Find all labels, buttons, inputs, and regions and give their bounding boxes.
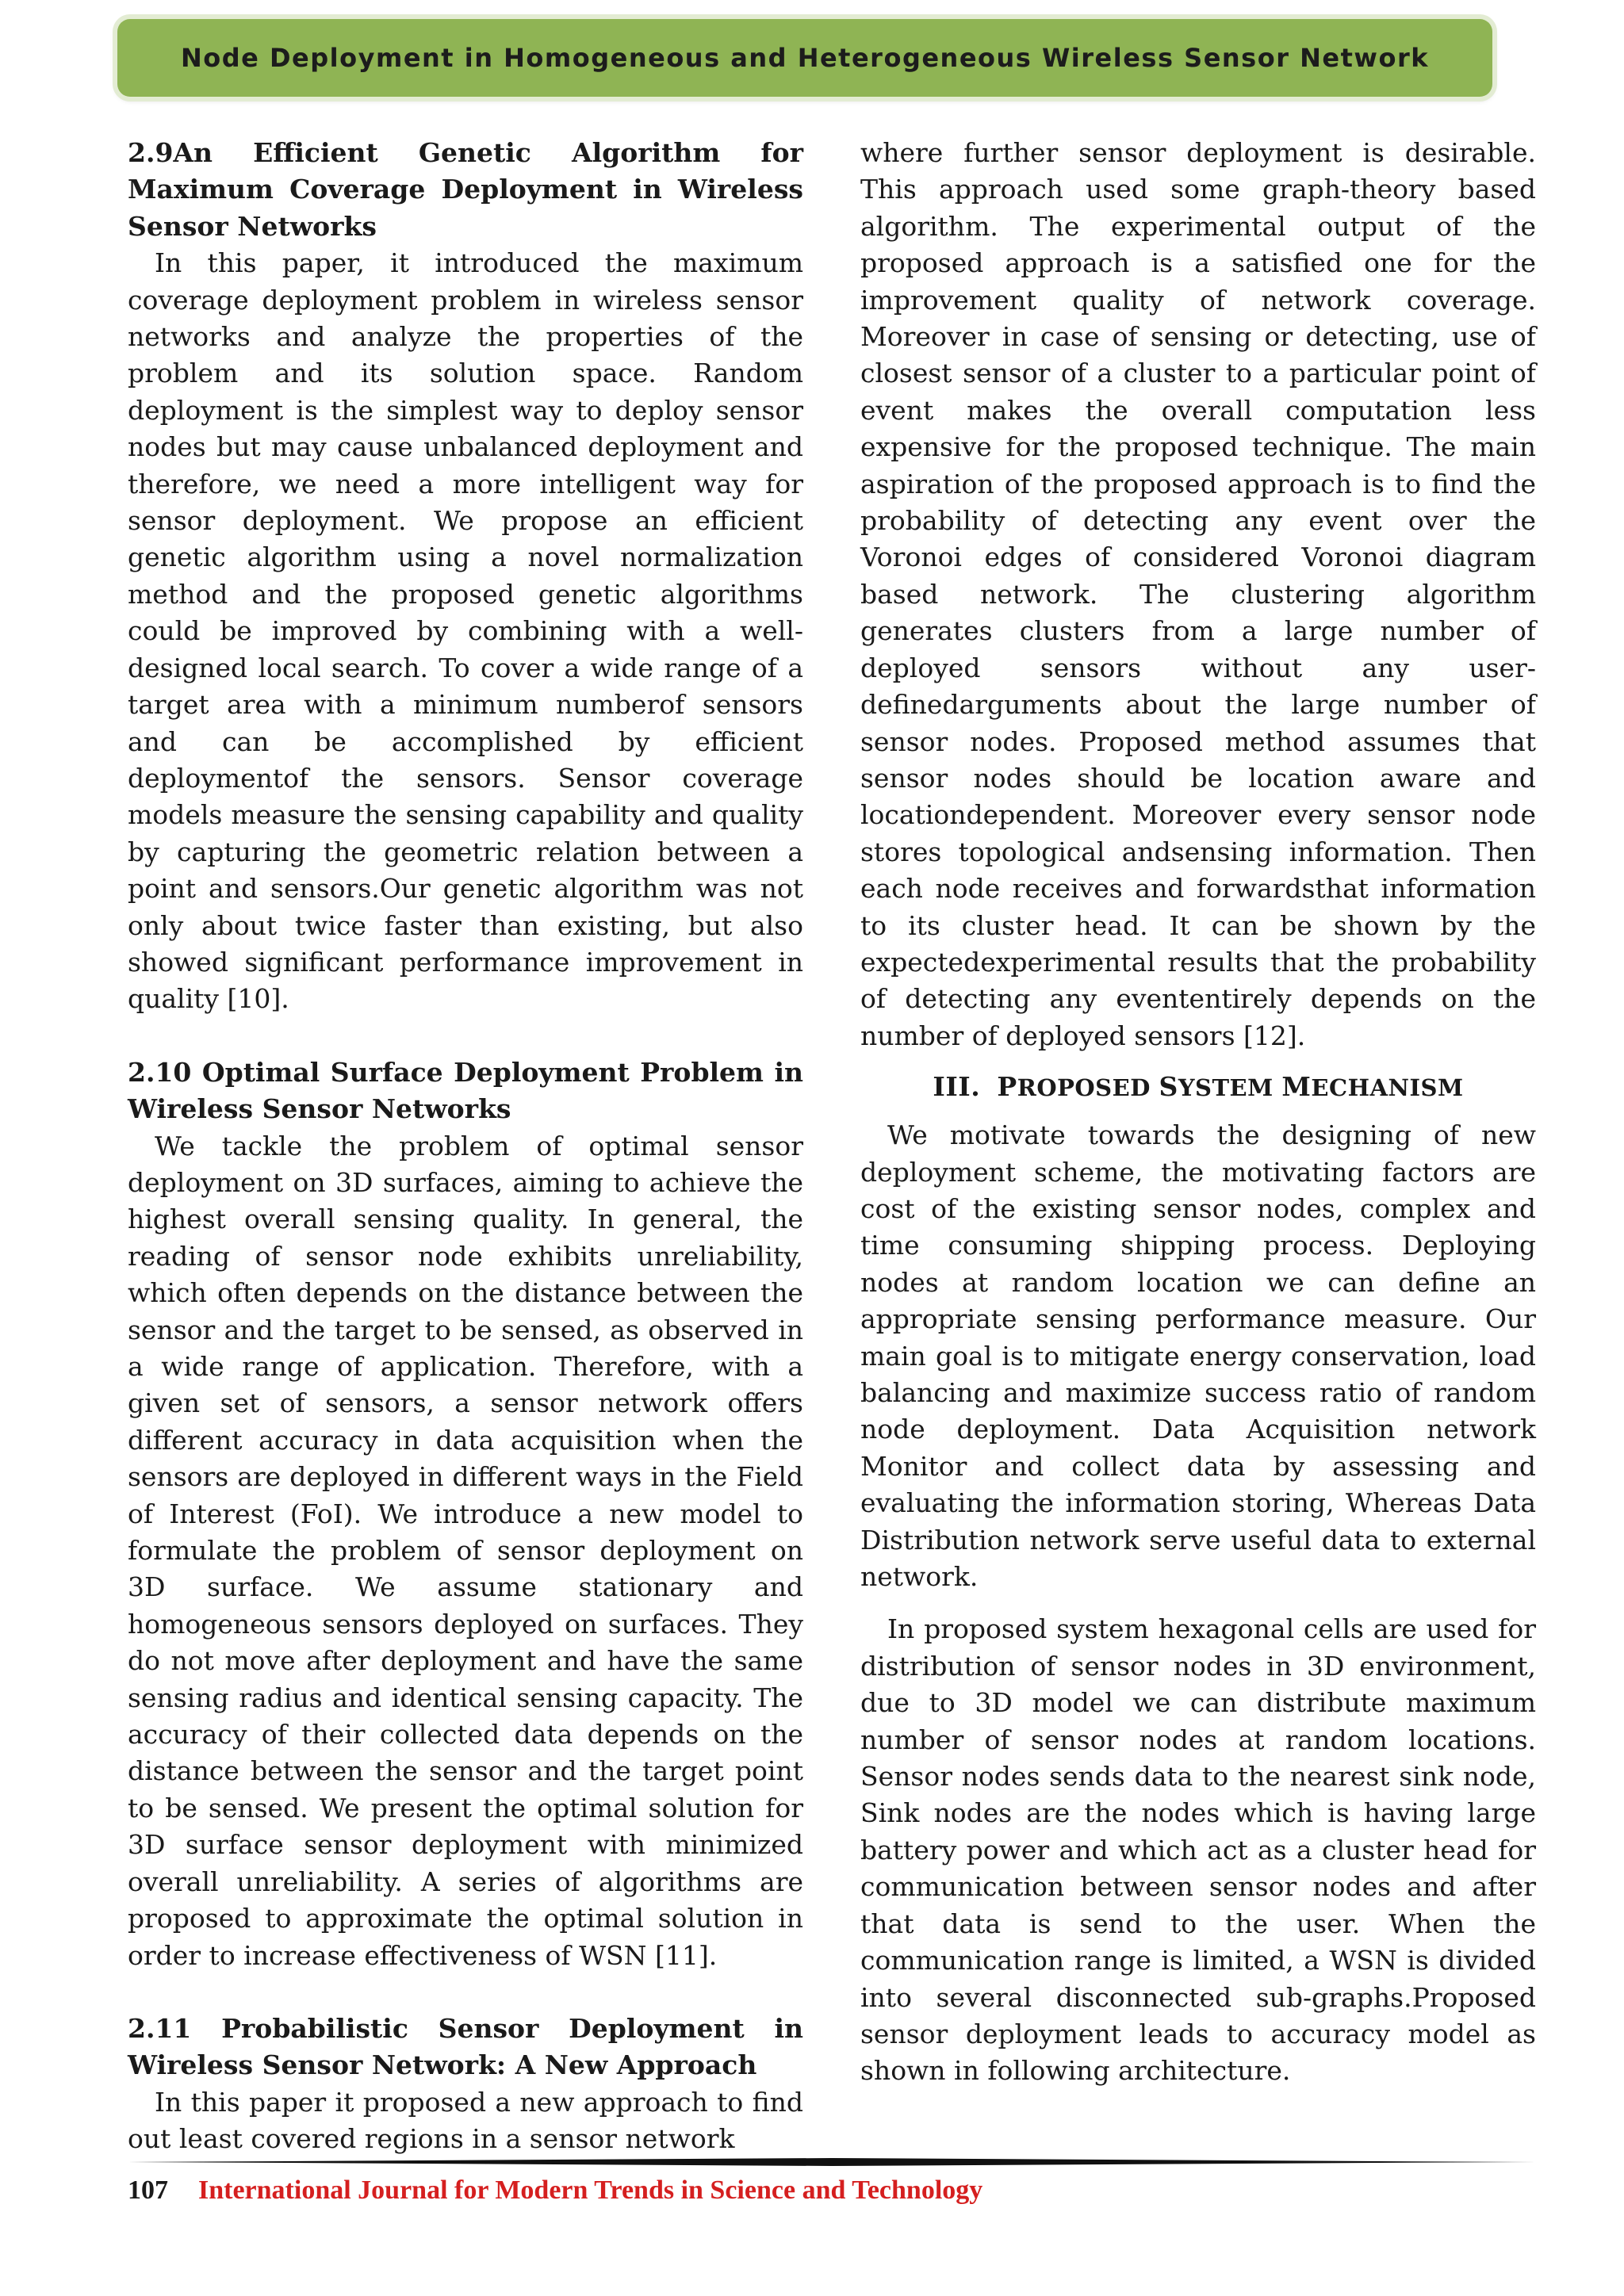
section-2-10-body: We tackle the problem of optimal sensor deployment on 3D surfaces, aiming to achieve the highest overall sensing quality. In general, the reading of sensor node exhibits unreliability, which often depends on the distance between the sensor and the target to be sensed, as observed in a wide range of application. Therefore, with a given set of sensors, a sensor network offers different accuracy in data acquisition when the sensors are deployed in different ways in the Field of Interest (FoI). We introduce a new model to formulate the problem of sensor deployment on 3D surface. We assume stationary and homogeneous sensors deployed on surfaces. They do not move after deployment and have the same sensing radius and identical sensing capacity. The accuracy of their collected data depends on the distance between the sensor and the target point to be sensed. We present the optimal solution for 3D surface sensor deployment with minimized overall unreliability. A series of algorithms are proposed to approximate the optimal solution in order to increase effectiveness of WSN [11]. xyxy=(128,1130,803,1971)
page-number: 107 xyxy=(128,2175,168,2205)
journal-name: International Journal for Modern Trends in Science and Technology xyxy=(198,2175,983,2205)
section-2-11-body: In this paper it proposed a new approach to find out least covered regions in a sensor network xyxy=(128,2086,803,2155)
footer-rule xyxy=(128,2156,1536,2168)
section-2-10-heading: 2.10 Optimal Surface Deployment Problem in Wireless Sensor Networks xyxy=(128,1056,803,1125)
left-column xyxy=(128,135,803,2158)
right-column xyxy=(860,135,1536,2090)
section-3-paragraph-1: We motivate towards the designing of new deployment scheme, the motivating factors are cost of the existing sensor nodes, complex and time consuming shipping process. Deploying nodes at random location we can define an appropriate sensing performance measure. Our main goal is to mitigate energy conservation, load balancing and maximize success ratio of random node deployment. Data Acquisition network Monitor and collect data by assessing and evaluating the information storing, Whereas Data Distribution network serve useful data to external network. xyxy=(860,1119,1536,1593)
page-footer xyxy=(128,2172,982,2209)
running-header-title: Node Deployment in Homogeneous and Heterogeneous Wireless Sensor Network xyxy=(180,43,1430,73)
section-2-9-heading: 2.9An Efficient Genetic Algorithm for Maximum Coverage Deployment in Wireless Sensor Networks xyxy=(128,137,803,242)
running-header xyxy=(117,19,1492,97)
section-2-11-continued: where further sensor deployment is desirable. This approach used some graph-theory based algorithm. The experimental output of the proposed approach is a satisfied one for the improvement quality of network coverage. Moreover in case of sensing or detecting, use of closest sensor of a cluster to a particular point of event makes the overall computation less expensive for the proposed technique. The main aspiration of the proposed approach is to find the probability of detecting any event over the Voronoi edges of considered Voronoi diagram based network. The clustering algorithm generates clusters from a large number of deployed sensors without any user-definedarguments about the large number of sensor nodes. Proposed method assumes that sensor nodes should be location aware and locationdependent. Moreover every sensor node stores topological andsensing information. Then each node receives and forwardsthat information to its cluster head. It can be shown by the expectedexperimental results that the probability of detecting any evententirely depends on the number of deployed sensors [12]. xyxy=(860,137,1536,1051)
section-2-11-heading: 2.11 Probabilistic Sensor Deployment in Wireless Sensor Network: A New Approach xyxy=(128,2012,803,2081)
section-3-heading: III. PROPOSED SYSTEM MECHANISM xyxy=(933,1071,1464,1103)
section-3-paragraph-2: In proposed system hexagonal cells are used for distribution of sensor nodes in 3D environment, due to 3D model we can distribute maximum number of sensor nodes at random locations. Sensor nodes sends data to the nearest sink node, Sink nodes are the nodes which is having large battery power and which act as a cluster head for communication between sensor nodes and after that data is send to the user. When the communication range is limited, a WSN is divided into several disconnected sub-graphs.Proposed sensor deployment leads to accuracy model as shown in following architecture. xyxy=(860,1613,1536,2087)
section-2-9-body: In this paper, it introduced the maximum coverage deployment problem in wireless sensor networks and analyze the properties of the problem and its solution space. Random deployment is the simplest way to deploy sensor nodes but may cause unbalanced deployment and therefore, we need a more intelligent way for sensor deployment. We propose an efficient genetic algorithm using a novel normalization method and the proposed genetic algorithms could be improved by combining with a well-designed local search. To cover a wide range of a target area with a minimum numberof sensors and can be accomplished by efficient deploymentof the sensors. Sensor coverage models measure the sensing capability and quality by capturing the geometric relation between a point and sensors.Our genetic algorithm was not only about twice faster than existing, but also showed significant performance improvement in quality [10]. xyxy=(128,247,803,1015)
